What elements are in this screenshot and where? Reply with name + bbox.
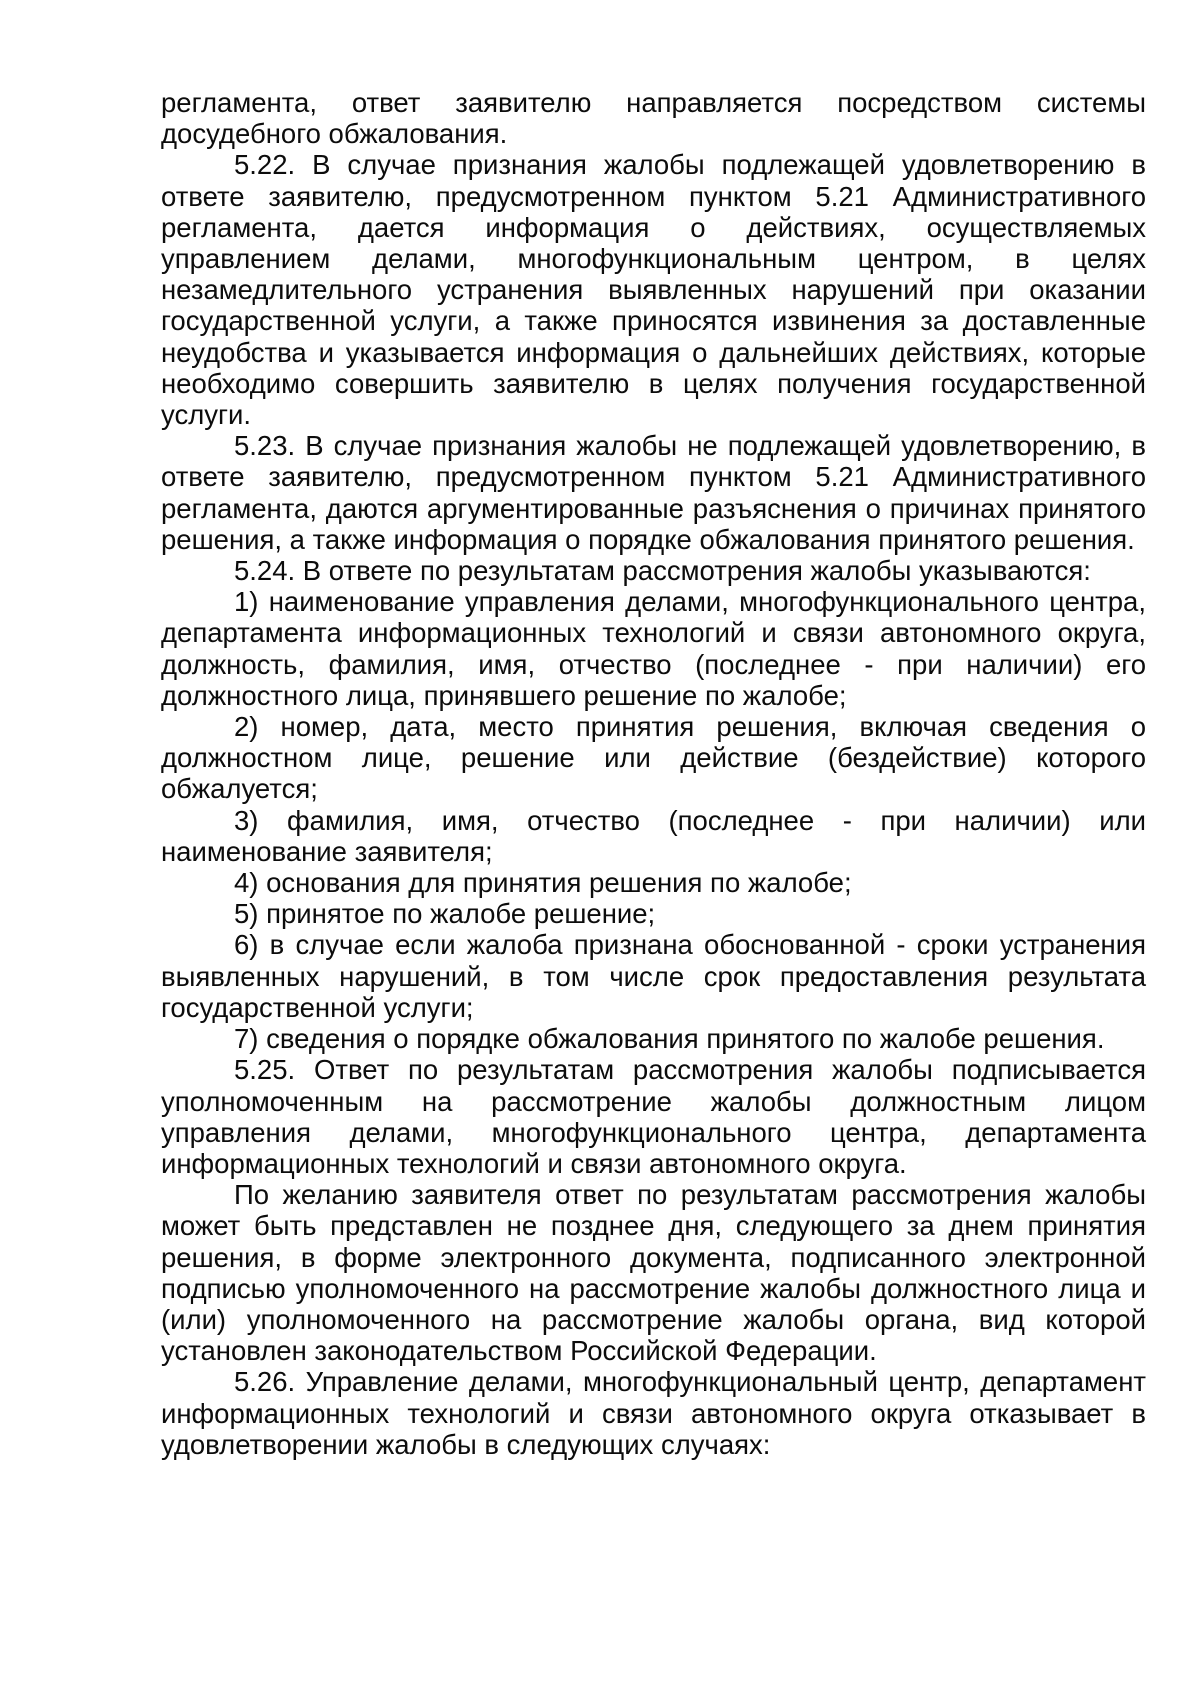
list-item-6: 6) в случае если жалоба признана обоснованной - сроки устранения выявленных нарушений, в том числе срок предоставления результата государственной услуги;	[161, 929, 1146, 1023]
list-item-7: 7) сведения о порядке обжалования принятого по жалобе решения.	[234, 1023, 1105, 1055]
list-item-4: 4) основания для принятия решения по жалобе;	[234, 867, 852, 899]
paragraph-regulation-continuation: регламента, ответ заявителю направляется посредством системы досудебного обжалования.	[161, 87, 1146, 150]
list-item-1: 1) наименование управления делами, многофункционального центра, департамента информационных технологий и связи автономного округа, должность, фамилия, имя, отчество (последнее - при наличии) его должностного лица, принявшего решение по жалобе;	[161, 586, 1146, 711]
list-item-3: 3) фамилия, имя, отчество (последнее - при наличии) или наименование заявителя;	[161, 804, 1146, 867]
paragraph-5-22: 5.22. В случае признания жалобы подлежащей удовлетворению в ответе заявителю, предусмотренном пунктом 5.21 Административного регламента, дается информация о действиях, осуществляемых управлением делами, многофункциональным центром, в целях незамедлительного устранения выявленных нарушений при оказании государственной услуги, а также приносятся извинения за доставленные неудобства и указывается информация о дальнейших действиях, которые необходимо совершить заявителю в целях получения государственной услуги.	[161, 149, 1146, 431]
paragraph-5-23: 5.23. В случае признания жалобы не подлежащей удовлетворению, в ответе заявителю, предусмотренном пунктом 5.21 Административного регламента, даются аргументированные разъяснения о причинах принятого решения, а также информация о порядке обжалования принятого решения.	[161, 430, 1146, 555]
list-item-5: 5) принятое по жалобе решение;	[234, 898, 656, 930]
paragraph-5-26: 5.26. Управление делами, многофункциональный центр, департамент информационных технологий и связи автономного округа отказывает в удовлетворении жалобы в следующих случаях:	[161, 1366, 1146, 1460]
paragraph-electronic-response: По желанию заявителя ответ по результатам рассмотрения жалобы может быть представлен не позднее дня, следующего за днем принятия решения, в форме электронного документа, подписанного электронной подписью уполномоченного на рассмотрение жалобы должностного лица и (или) уполномоченного на рассмотрение жалобы органа, вид которой установлен законодательством Российской Федерации.	[161, 1179, 1146, 1367]
document-body	[161, 87, 1146, 1460]
paragraph-5-25: 5.25. Ответ по результатам рассмотрения жалобы подписывается уполномоченным на рассмотрение жалобы должностным лицом управления делами, многофункционального центра, департамента информационных технологий и связи автономного округа.	[161, 1054, 1146, 1179]
paragraph-5-24: 5.24. В ответе по результатам рассмотрения жалобы указываются:	[234, 555, 1091, 587]
list-item-2: 2) номер, дата, место принятия решения, включая сведения о должностном лице, решение или действие (бездействие) которого обжалуется;	[161, 711, 1146, 805]
